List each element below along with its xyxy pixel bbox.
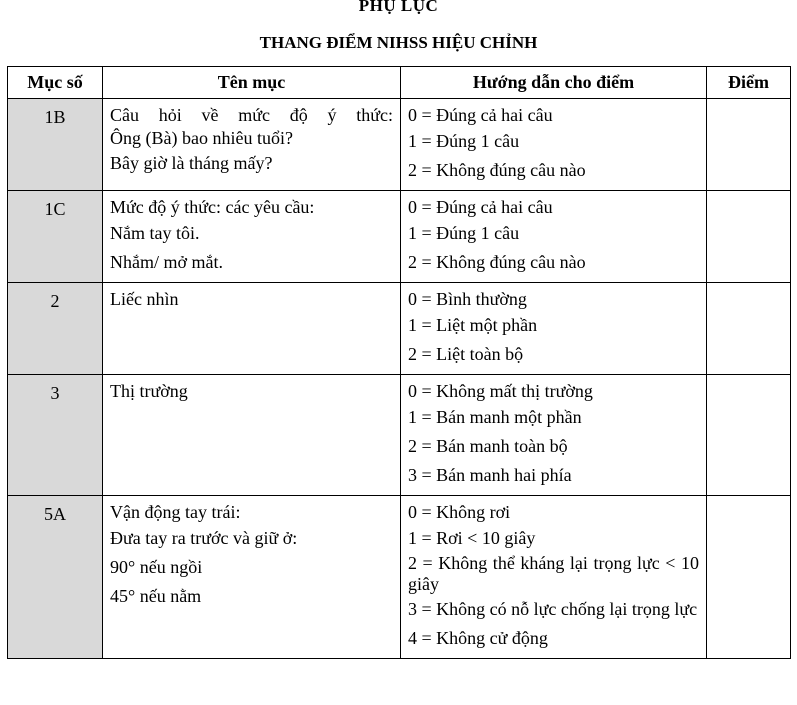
col-header-scoring: Hướng dẫn cho điểm: [401, 67, 707, 99]
col-header-code: Mục số: [8, 67, 103, 99]
score-cell: [707, 375, 791, 496]
scoring-guide: 0 = Không rơi 1 = Rơi < 10 giây 2 = Không thể kháng lại trọng lực < 10 giây 3 = Không có nỗ lực chống lại trọng lực 4 = Không cử động: [401, 496, 707, 659]
score-cell: [707, 496, 791, 659]
table-title: THANG ĐIỂM NIHSS HIỆU CHỈNH: [259, 33, 538, 52]
score-cell: [707, 99, 791, 191]
table-row: [8, 375, 791, 496]
item-name: Mức độ ý thức: các yêu cầu: Nắm tay tôi. Nhắm/ mở mắt.: [103, 191, 401, 283]
table-row: [8, 191, 791, 283]
item-code: 1B: [8, 99, 103, 191]
item-name: Liếc nhìn: [103, 283, 401, 375]
table-row: [8, 99, 791, 191]
header-row: [8, 67, 791, 99]
scoring-guide: 0 = Đúng cả hai câu 1 = Đúng 1 câu 2 = Không đúng câu nào: [401, 99, 707, 191]
appendix-heading: PHỤ LỤC: [358, 0, 439, 15]
col-header-name: Tên mục: [103, 67, 401, 99]
scoring-guide: 0 = Đúng cả hai câu 1 = Đúng 1 câu 2 = Không đúng câu nào: [401, 191, 707, 283]
col-header-score: Điểm: [707, 67, 791, 99]
score-cell: [707, 191, 791, 283]
table-row: [8, 283, 791, 375]
item-code: 2: [8, 283, 103, 375]
scoring-guide: 0 = Không mất thị trường 1 = Bán manh một phần 2 = Bán manh toàn bộ 3 = Bán manh hai phía: [401, 375, 707, 496]
scoring-guide: 0 = Bình thường 1 = Liệt một phần 2 = Liệt toàn bộ: [401, 283, 707, 375]
table-row: [8, 496, 791, 659]
nihss-table: [7, 66, 791, 659]
item-name: Vận động tay trái: Đưa tay ra trước và giữ ở: 90° nếu ngồi 45° nếu nằm: [103, 496, 401, 659]
item-name: Câu hỏi về mức độ ý thức: Ông (Bà) bao nhiêu tuổi? Bây giờ là tháng mấy?: [103, 99, 401, 191]
item-code: 5A: [8, 496, 103, 659]
item-code: 1C: [8, 191, 103, 283]
score-cell: [707, 283, 791, 375]
item-name: Thị trường: [103, 375, 401, 496]
item-code: 3: [8, 375, 103, 496]
